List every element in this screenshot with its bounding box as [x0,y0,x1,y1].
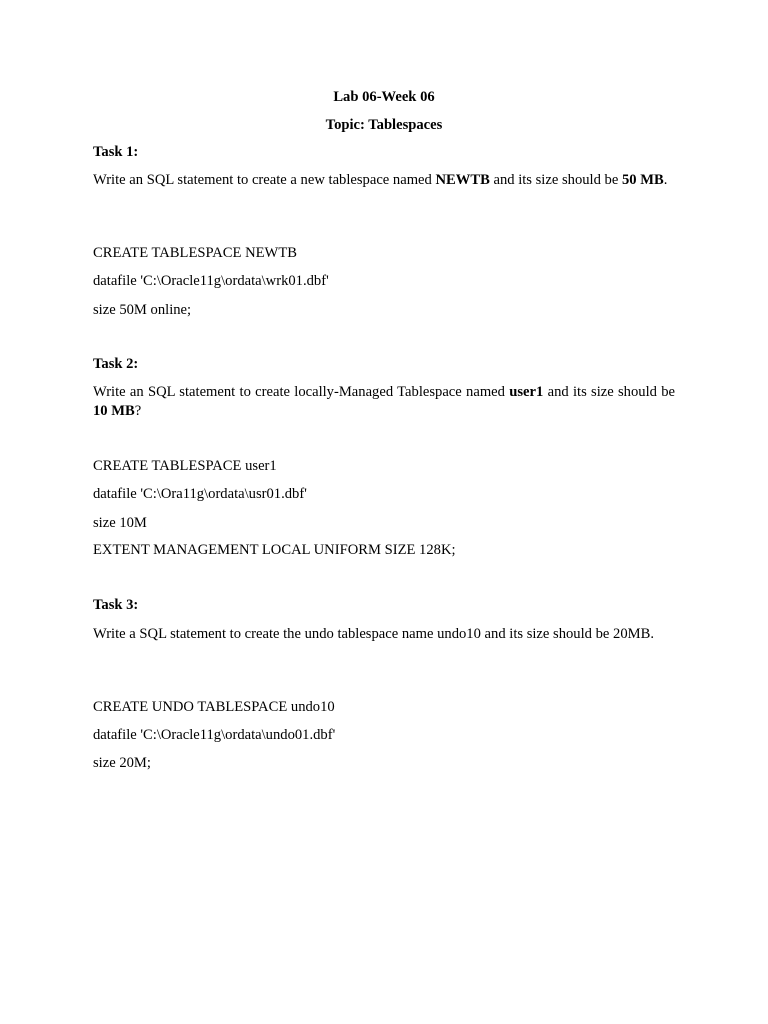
task-1-size: 50 MB [621,172,664,188]
task-2-question-text: Write an SQL statement to create locally-Managed Tablespace named [93,384,510,400]
task-1-heading: Task 1: [93,144,139,160]
task-1-punct: . [663,172,668,188]
task-1-question-text: Write an SQL statement to create a new tablespace named [93,172,436,188]
task-2-question [93,383,675,421]
task-2-code-line: EXTENT MANAGEMENT LOCAL UNIFORM SIZE 128K; [93,542,456,558]
task-3-code-line: size 20M; [93,755,151,771]
task-1-code-line: size 50M online; [93,302,192,318]
task-2-code-line: CREATE TABLESPACE user1 [93,458,277,474]
task-3-heading: Task 3: [93,597,139,613]
task-2-heading: Task 2: [93,356,139,372]
task-2-question-text-2: and its size should be [543,384,675,400]
task-2-code-line: datafile 'C:\Ora11g\ordata\usr01.dbf' [93,486,307,502]
task-1-question-text-2: and its size should be [489,172,622,188]
task-3-code-line: CREATE UNDO TABLESPACE undo10 [93,699,335,715]
topic-heading: Topic: Tablespaces [325,117,443,133]
task-2-tablespace-name: user1 [509,384,544,400]
task-1-code-line: CREATE TABLESPACE NEWTB [93,245,297,261]
task-2-code-line: size 10M [93,515,147,531]
page-title: Lab 06-Week 06 [333,89,435,105]
task-2-punct: ? [134,403,142,419]
task-2-size: 10 MB [93,403,135,419]
task-3-code-line: datafile 'C:\Oracle11g\ordata\undo01.dbf' [93,727,336,743]
document-page [93,0,675,1024]
task-1-tablespace-name: NEWTB [435,172,490,188]
task-1-code-line: datafile 'C:\Oracle11g\ordata\wrk01.dbf' [93,273,329,289]
task-1-question [93,171,675,190]
task-3-question: Write a SQL statement to create the undo tablespace name undo10 and its size should be 20MB. [93,626,654,642]
